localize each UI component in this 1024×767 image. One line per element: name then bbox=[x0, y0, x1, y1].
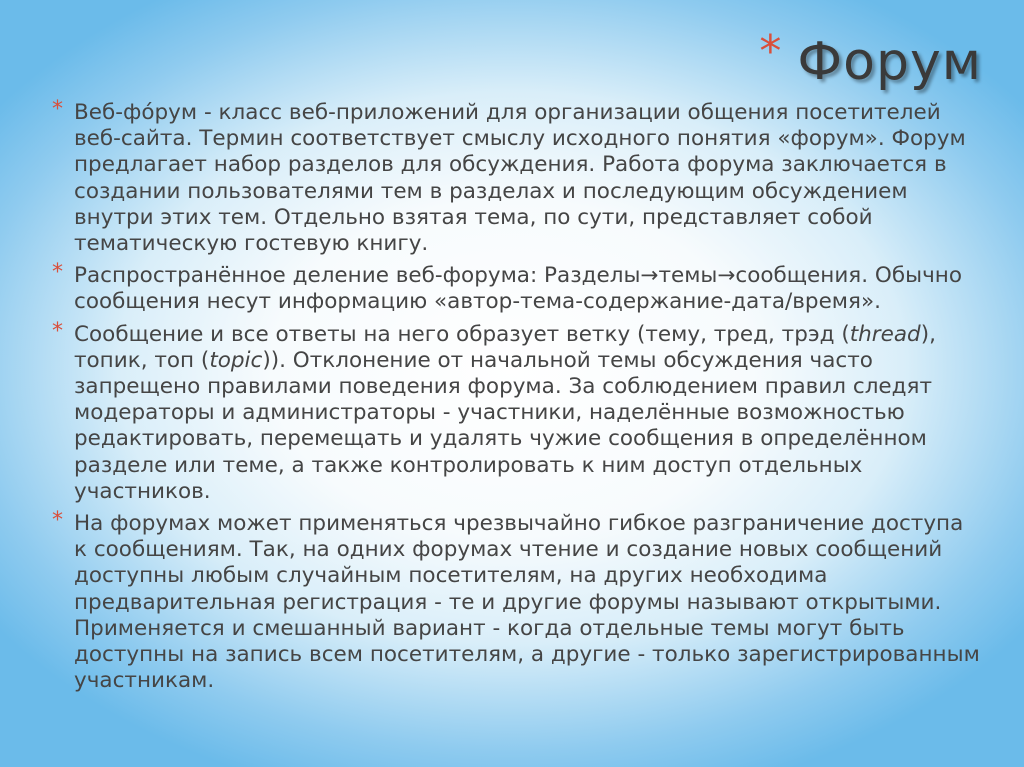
bullet-star-icon: * bbox=[52, 318, 63, 344]
bullet-text-part: )). Отклонение от начальной темы обсуждения часто запрещено правилами поведения форума. За соблюдением правил следят модераторы и администраторы - участники, наделённые возможностью редактировать, перемещать и удалять чужие сообщения в определённом разделе или теме, а также контролировать к ним доступ отдельных участников. bbox=[74, 347, 932, 504]
bullet-text-part: Сообщение и все ответы на него образует ветку (тему, тред, трэд ( bbox=[74, 321, 850, 347]
page-title: Форум bbox=[797, 32, 982, 92]
bullet-text: На форумах может применяться чрезвычайно гибкое разграничение доступа к сообщениям. Так, на одних форумах чтение и создание новых сообщений доступны любым случайным посетителям, на других необходима предварительная регистрация - те и другие форумы называют открытыми. Применяется и смешанный вариант - когда отдельные темы могут быть доступны на запись всем посетителям, а другие - только зарегистрированным участникам. bbox=[74, 511, 980, 694]
bullet-item-3 bbox=[52, 318, 982, 505]
title-bullet-star: * bbox=[759, 26, 782, 77]
bullet-text: Распространённое деление веб-форума: Разделы→темы→сообщения. Обычно сообщения несут информацию «автор-тема-содержание-дата/время». bbox=[74, 263, 962, 315]
bullet-item-4 bbox=[52, 508, 982, 694]
bullet-text-part: ), топик, топ ( bbox=[74, 321, 936, 373]
bullet-item-2 bbox=[52, 260, 982, 315]
bullet-list bbox=[52, 97, 982, 700]
bullet-star-icon: * bbox=[52, 508, 63, 534]
bullet-italic-term: thread bbox=[849, 321, 921, 347]
bullet-star-icon: * bbox=[52, 97, 63, 122]
bullet-star-icon: * bbox=[52, 260, 63, 286]
bullet-text: Веб-фо́рум - класс веб-приложений для организации общения посетителей веб-сайта. Термин соответствует смыслу исходного понятия «форум». Форум предлагает набор разделов для обсуждения. Работа форума заключается в создании пользователями тем в разделах и последующим обсуждением внутри этих тем. Отдельно взятая тема, по сути, представляет собой тематическую гостевую книгу. bbox=[74, 100, 966, 257]
bullet-text bbox=[74, 322, 982, 505]
bullet-italic-term: topic bbox=[209, 347, 263, 373]
slide-title bbox=[759, 26, 982, 94]
bullet-item-1 bbox=[52, 97, 982, 257]
